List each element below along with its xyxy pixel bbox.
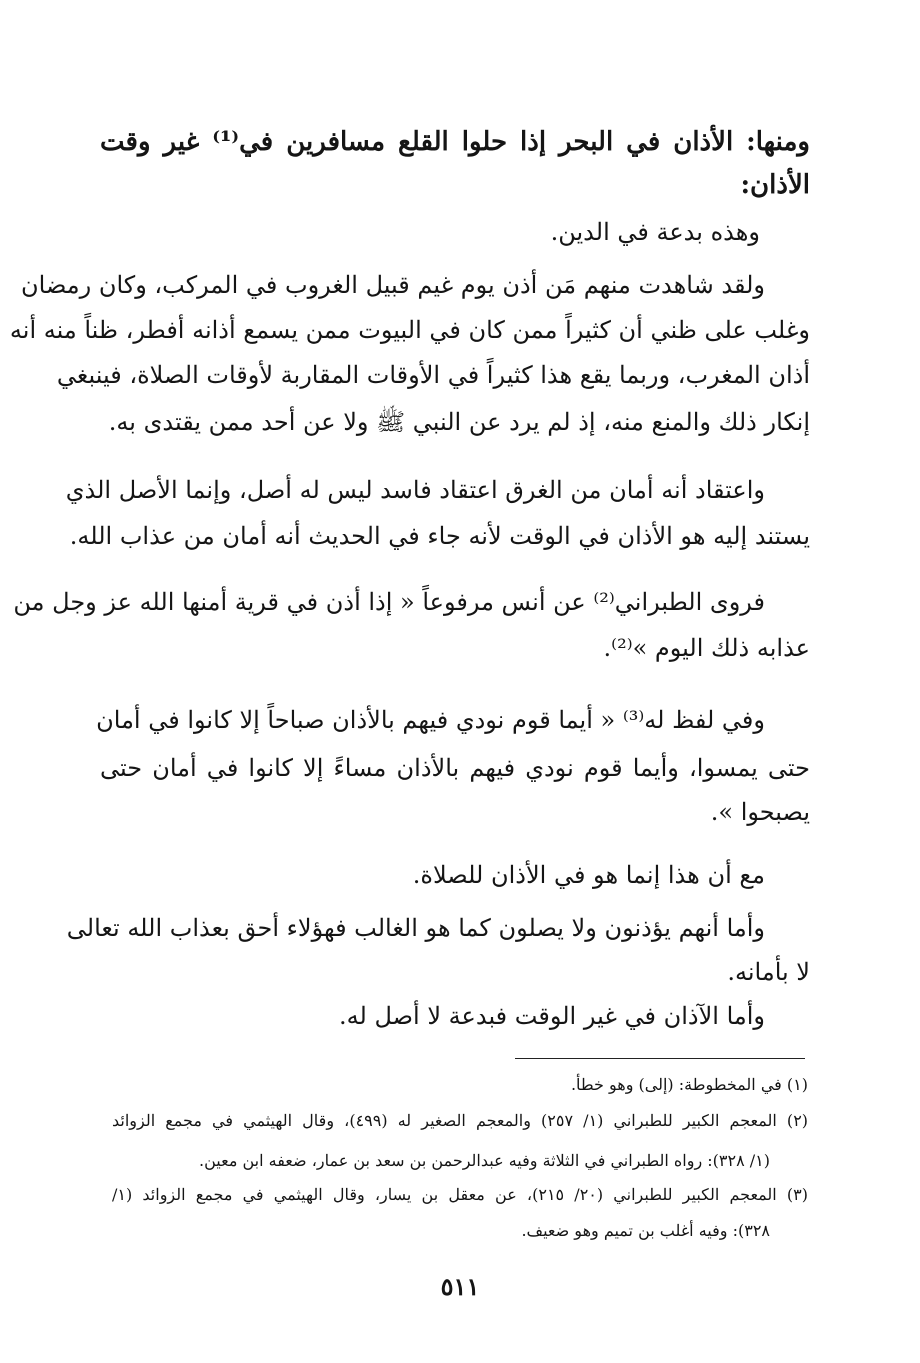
footnote-3-line-1: (٣) المعجم الكبير للطبراني (٢٠/ ٢١٥)، عن معقل بن يسار، وقال الهيثمي في مجمع الزوائد (١/ — [112, 1185, 809, 1204]
footnote-2-line-1: (٢) المعجم الكبير للطبراني (١/ ٢٥٧) والمعجم الصغير له (٤٩٩)، وقال الهيثمي في مجمع الزوائد — [112, 1111, 809, 1130]
paragraph-7-line-1: وأما أنهم يؤذنون ولا يصلون كما هو الغالب فهؤلاء أحق بعذاب الله تعالى — [66, 914, 765, 942]
paragraph-5-line-3: يصبحوا ». — [710, 798, 810, 826]
footnote-2-line-2: (١/ ٣٢٨): رواه الطبراني في الثلاثة وفيه عبدالرحمن بن سعد بن عمار، ضعفه ابن معين. — [199, 1151, 770, 1170]
page-number: ٥١١ — [440, 1272, 480, 1301]
paragraph-2-line-4: إنكار ذلك والمنع منه، إذ لم يرد عن النبي ﷺ ولا عن أحد ممن يقتدى به. — [108, 408, 810, 436]
paragraph-5-line-1: وفي لفظ له⁽³⁾ « أيما قوم نودي فيهم بالأذان صباحاً إلا كانوا في أمان — [96, 706, 765, 734]
paragraph-5-line-2: حتى يمسوا، وأيما قوم نودي فيهم بالأذان مساءً إلا كانوا في أمان حتى — [100, 754, 810, 782]
section-heading-line-2: الأذان: — [740, 170, 810, 200]
paragraph-1-line-1: وهذه بدعة في الدين. — [550, 218, 760, 246]
footnote-3-line-2: ٣٢٨): وفيه أغلب بن تميم وهو ضعيف. — [521, 1221, 770, 1240]
paragraph-4-line-1: فروى الطبراني⁽²⁾ عن أنس مرفوعاً « إذا أذن في قرية أمنها الله عز وجل من — [13, 588, 765, 616]
paragraph-6-line-1: مع أن هذا إنما هو في الأذان للصلاة. — [412, 861, 765, 889]
footnote-separator — [515, 1058, 805, 1059]
paragraph-4-line-2: عذابه ذلك اليوم »⁽²⁾. — [603, 634, 810, 662]
paragraph-2-line-3: أذان المغرب، وربما يقع هذا كثيراً في الأوقات المقاربة لأوقات الصلاة، فينبغي — [56, 361, 810, 389]
paragraph-2-line-1: ولقد شاهدت منهم مَن أذن يوم غيم قبيل الغروب في المركب، وكان رمضان — [21, 271, 765, 299]
paragraph-3-line-2: يستند إليه هو الأذان في الوقت لأنه جاء في الحديث أنه أمان من عذاب الله. — [69, 522, 810, 550]
paragraph-8-line-1: وأما الآذان في غير الوقت فبدعة لا أصل له. — [339, 1002, 765, 1030]
paragraph-7-line-2: لا بأمانه. — [727, 958, 810, 986]
footnote-1: (١) في المخطوطة: (إلى) وهو خطأ. — [570, 1075, 808, 1094]
paragraph-2-line-2: وغلب على ظني أن كثيراً ممن كان في البيوت ممن يسمع أذانه أفطر، ظناً منه أنه — [9, 316, 810, 344]
section-heading-line-1: ومنها: الأذان في البحر إذا حلوا القلع مسافرين في⁽¹⁾ غير وقت — [100, 127, 810, 157]
paragraph-3-line-1: واعتقاد أنه أمان من الغرق اعتقاد فاسد ليس له أصل، وإنما الأصل الذي — [65, 476, 765, 504]
